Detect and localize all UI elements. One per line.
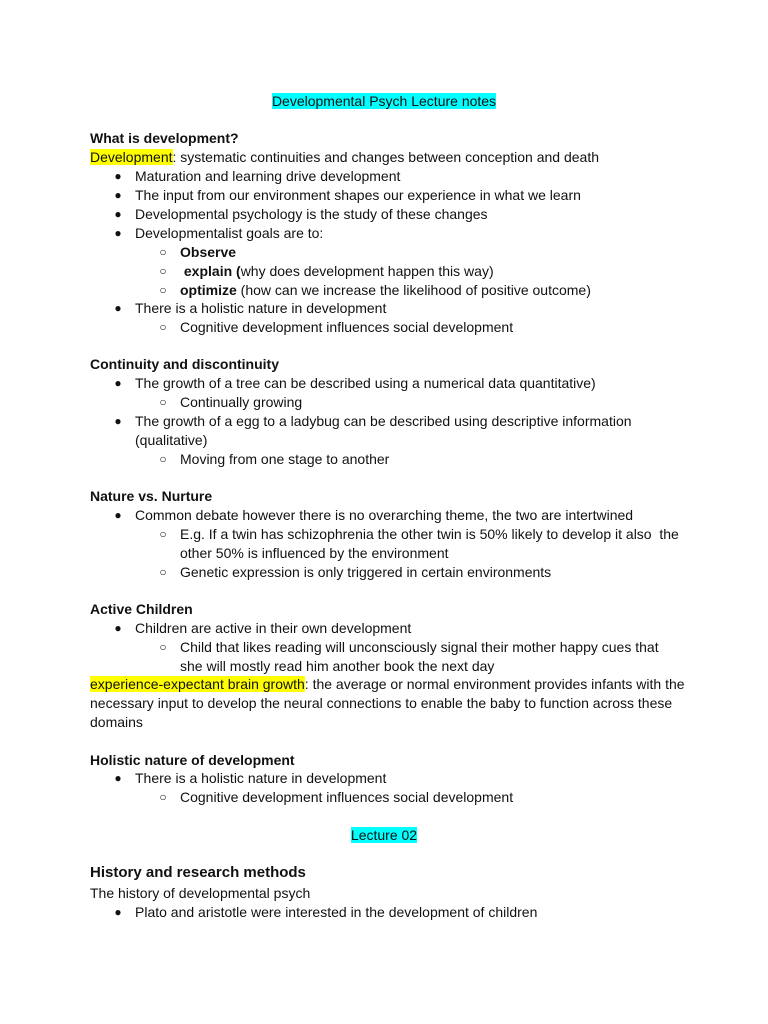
section-heading: History and research methods	[90, 864, 306, 881]
sub-list-item-text: E.g. If a twin has schizophrenia the other twin is 50% likely to develop it also the	[180, 526, 679, 542]
bullet-dot-icon: ●	[114, 226, 122, 240]
definition-term: Development	[90, 149, 173, 165]
list-item-text: Children are active in their own development	[135, 620, 412, 636]
bullet-circle-icon: ○	[159, 565, 167, 579]
list-item-text: The growth of a tree can be described using a numerical data quantitative)	[135, 375, 596, 391]
bullet-circle-icon: ○	[159, 264, 167, 278]
paragraph-text: The history of developmental psych	[90, 885, 311, 901]
bullet-circle-icon: ○	[159, 527, 167, 541]
list-item-text: Common debate however there is no overarching theme, the two are intertwined	[135, 507, 634, 523]
bullet-circle-icon: ○	[159, 245, 167, 259]
bullet-dot-icon: ●	[114, 207, 122, 221]
bullet-dot-icon: ●	[114, 905, 122, 919]
bullet-dot-icon: ●	[114, 169, 122, 183]
sub-list-item-text: Cognitive development influences social development	[180, 789, 514, 805]
bullet-dot-icon: ●	[114, 771, 122, 785]
sub-list-item-text: Genetic expression is only triggered in certain environments	[180, 564, 552, 580]
section-heading: Nature vs. Nurture	[90, 488, 213, 504]
bold-term: explain (	[180, 263, 241, 279]
sub-list-item-text: Moving from one stage to another	[180, 451, 390, 467]
sub-list-item-text: Continually growing	[180, 394, 303, 410]
section-heading: Continuity and discontinuity	[90, 356, 279, 372]
sub-list-item-text: Cognitive development influences social development	[180, 319, 514, 335]
sub-list-item-text	[180, 262, 494, 281]
definition-term: experience-expectant brain growth	[90, 676, 305, 692]
sub-list-item-text	[180, 281, 591, 300]
bullet-circle-icon: ○	[159, 790, 167, 804]
definition-body: domains	[90, 714, 143, 730]
sub-list-item-text: she will mostly read him another book the next day	[180, 658, 495, 674]
sub-list-item-text: Observe	[180, 244, 237, 260]
bullet-circle-icon: ○	[159, 320, 167, 334]
definition-body: : the average or normal environment provides infants with the	[304, 676, 685, 692]
list-item-text: (qualitative)	[135, 432, 208, 448]
bullet-dot-icon: ●	[114, 414, 122, 428]
sub-list-item-text: Child that likes reading will unconsciously signal their mother happy cues that	[180, 639, 659, 655]
list-item-text: The input from our environment shapes our experience in what we learn	[135, 187, 581, 203]
list-item-text: There is a holistic nature in development	[135, 770, 387, 786]
list-item-text: Developmental psychology is the study of these changes	[135, 206, 488, 222]
section-heading: Holistic nature of development	[90, 752, 295, 768]
lecture-title-line	[0, 826, 768, 845]
definition-body: : systematic continuities and changes between conception and death	[172, 149, 600, 165]
bullet-dot-icon: ●	[114, 621, 122, 635]
bullet-dot-icon: ●	[114, 188, 122, 202]
bullet-dot-icon: ●	[114, 376, 122, 390]
term-description: why does development happen this way)	[240, 263, 494, 279]
term-description: (how can we increase the likelihood of positive outcome)	[236, 282, 591, 298]
list-item-text: Maturation and learning drive development	[135, 168, 401, 184]
list-item-text: Developmentalist goals are to:	[135, 225, 324, 241]
list-item-text: Plato and aristotle were interested in the development of children	[135, 904, 538, 920]
section-heading: What is development?	[90, 130, 239, 146]
bullet-circle-icon: ○	[159, 452, 167, 466]
bullet-circle-icon: ○	[159, 640, 167, 654]
lecture-title: Lecture 02	[350, 827, 418, 843]
bullet-circle-icon: ○	[159, 395, 167, 409]
definition-text	[90, 148, 599, 167]
bullet-circle-icon: ○	[159, 283, 167, 297]
section-heading: Active Children	[90, 601, 193, 617]
definition-body: necessary input to develop the neural connections to enable the baby to function across these	[90, 695, 673, 711]
bullet-dot-icon: ●	[114, 301, 122, 315]
bullet-dot-icon: ●	[114, 508, 122, 522]
sub-list-item-text: other 50% is influenced by the environment	[180, 545, 449, 561]
list-item-text: The growth of a egg to a ladybug can be described using descriptive information	[135, 413, 632, 429]
document-title-line	[0, 92, 768, 111]
definition-text	[90, 675, 685, 694]
document-title: Developmental Psych Lecture notes	[271, 93, 497, 109]
list-item-text: There is a holistic nature in development	[135, 300, 387, 316]
bold-term: optimize	[180, 282, 237, 298]
